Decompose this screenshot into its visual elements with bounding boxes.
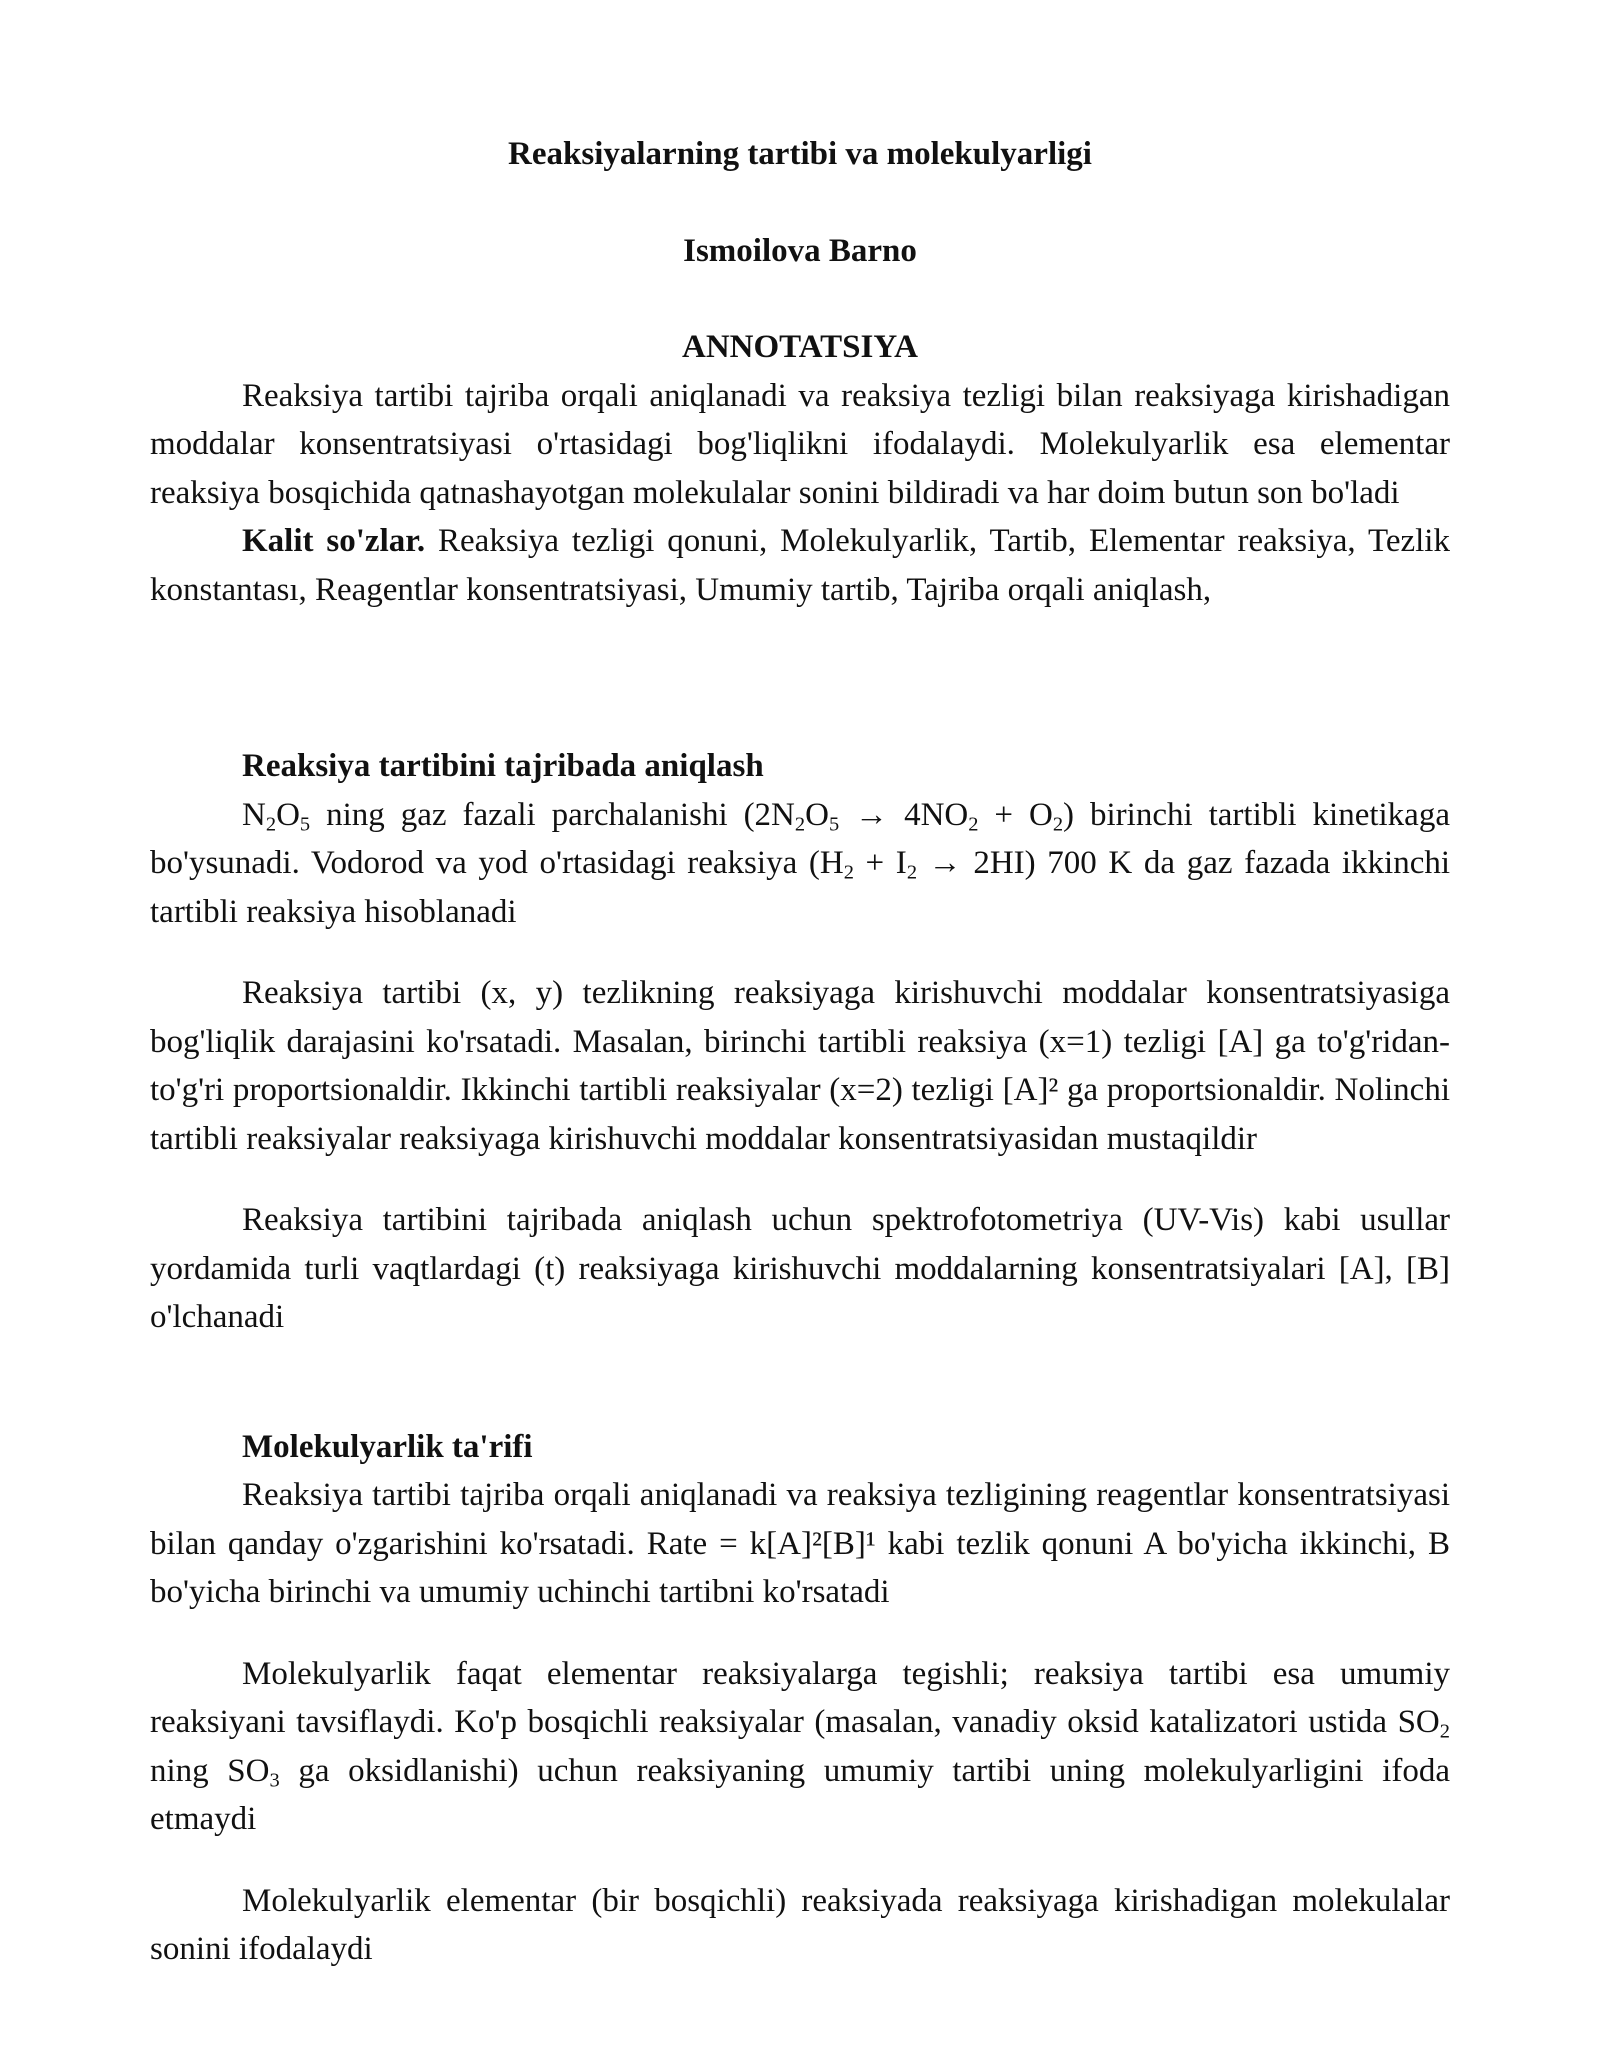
section1-paragraph-1 (150, 791, 1450, 937)
paragraph-text: ning SO (150, 1752, 270, 1789)
paragraph-text: → 2HI) 700 K da gaz fazada ikkinchi tartibli reaksiya hisoblanadi (150, 845, 1451, 930)
paragraph-text: ning gaz fazali parchalanishi (2N (310, 796, 795, 833)
paragraph-text: Molekulyarlik faqat elementar reaksiyalarga tegishli; reaksiya tartibi esa umumiy reaksiyani tavsiflaydi. Ko'p bosqichli reaksiyalar (masalan, vanadiy oksid katalizatori ustida SO (150, 1655, 1450, 1740)
document-title: Reaksiyalarning tartibi va molekulyarligi (508, 136, 1092, 172)
spacer (150, 1342, 1450, 1423)
section2-paragraph-1: Reaksiya tartibi tajriba orqali aniqlanadi va reaksiya tezligining reagentlar konsentratsiyasi bilan qanday o'zgarishini ko'rsatadi. Rate = k[A]²[B]¹ kabi tezlik qonuni A bo'yicha ikkinchi, B bo'yicha birinchi va umumiy uchinchi tartibni ko'rsatadi (150, 1477, 1450, 1610)
keywords-paragraph (150, 517, 1450, 614)
subscript: 3 (269, 1769, 280, 1792)
subscript: 2 (1052, 813, 1064, 836)
annotation-paragraph: Reaksiya tartibi tajriba orqali aniqlanadi va reaksiya tezligi bilan reaksiyaga kirishadigan moddalar konsentratsiyasi o'rtasidagi bog'liqlikni ifodalaydi. Molekulyarlik esa elementar reaksiya bosqichida qatnashayotgan molekulalar sonini bildiradi va har doim butun son bo'ladi (150, 377, 1450, 511)
document-page (150, 130, 1450, 1974)
formula-text: O (805, 796, 829, 833)
subscript: 5 (299, 813, 311, 836)
author-name: Ismoilova Barno (683, 232, 917, 269)
paragraph-text: ga oksidlanishi) uchun reaksiyaning umumiy tartibi uning molekulyarligini ifoda etmaydi (150, 1752, 1450, 1837)
paragraph-text: ) birinchi tartibli kinetikaga bo'ysunadi. Vodorod va yod o'rtasidagi reaksiya (H (150, 796, 1450, 881)
paragraph-text: → 4NO (839, 796, 969, 833)
spacer (150, 1163, 1450, 1196)
subscript: 2 (843, 861, 854, 884)
subscript: 5 (828, 813, 840, 836)
spacer (150, 936, 1450, 969)
keywords-text: Reaksiya tezligi qonuni, Molekulyarlik, Tartib, Elementar reaksiya, Tezlik konstantası, Reagentlar konsentratsiyasi, Umumiy tartib, Tajriba orqali aniqlash, (150, 523, 1450, 608)
subscript: 2 (906, 861, 918, 884)
formula-text: N (242, 796, 266, 833)
formula-text: O (276, 796, 300, 833)
paragraph-text: + O (978, 796, 1053, 833)
section-heading-order: Reaksiya tartibini tajribada aniqlash (242, 748, 764, 784)
section1-paragraph-3: Reaksiya tartibini tajribada aniqlash uchun spektrofotometriya (UV-Vis) kabi usullar yordamida turli vaqtlardagi (t) reaksiyaga kirishuvchi moddalarning konsentratsiyalari [A], [B] o'lchanadi (150, 1202, 1450, 1335)
subscript: 2 (265, 813, 277, 836)
section2-paragraph-3: Molekulyarlik elementar (bir bosqichli) reaksiyada reaksiyaga kirishadigan molekulalar sonini ifodalaydi (150, 1882, 1450, 1967)
spacer (150, 1617, 1450, 1650)
section-heading-molecularity: Molekulyarlik ta'rifi (242, 1428, 533, 1465)
section1-paragraph-2: Reaksiya tartibi (x, y) tezlikning reaksiyaga kirishuvchi moddalar konsentratsiyasiga bog'liqlik darajasini ko'rsatadi. Masalan, birinchi tartibli reaksiya (x=1) tezligi [A] ga to'g'ridan-to'g'ri proportsionaldir. Ikkinchi tartibli reaksiyalar (x=2) tezligi [A]² ga proportsionaldir. Nolinchi tartibli reaksiyalar reaksiyaga kirishuvchi moddalar konsentratsiyasidan mustaqildir (150, 975, 1450, 1157)
subscript: 2 (1439, 1720, 1450, 1743)
subscript: 2 (794, 813, 806, 836)
annotation-heading: ANNOTATSIYA (682, 329, 918, 365)
keywords-label: Kalit so'zlar. (242, 523, 426, 559)
paragraph-text: + I (853, 845, 907, 881)
section2-paragraph-2 (150, 1650, 1450, 1844)
subscript: 2 (968, 813, 979, 836)
spacer (150, 614, 1450, 742)
spacer (150, 1844, 1450, 1877)
